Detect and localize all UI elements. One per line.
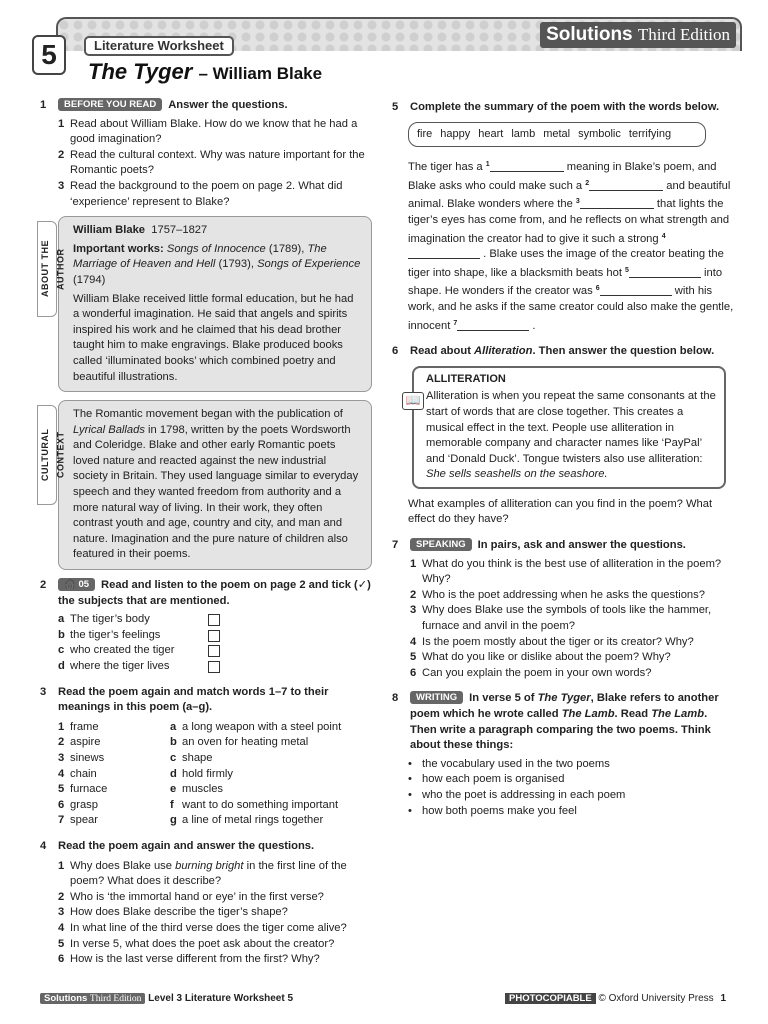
bullet-item: • who the poet is addressing in each poem <box>408 788 626 801</box>
gap-blank[interactable] <box>629 267 701 278</box>
question-2: 2 🎧 05 Read and listen to the poem on page 2 and tick (✓) the subjects that are mentioned. a The tiger’s body b the tiger’s feelings c who created the tiger d where the tiger lives <box>40 578 372 675</box>
tick-checkbox[interactable] <box>208 630 220 642</box>
list-item: 5 In verse 5, what does the poet ask about the creator? <box>58 937 335 950</box>
before-you-read-tag: BEFORE YOU READ <box>58 98 162 111</box>
brand-edition: Third Edition <box>637 25 730 44</box>
author-bio: William Blake received little formal education, but he had a wonderful imagination. He said that angels and spirits inspired his work and he claimed that his dead brother taught him to make engravings. Blake produced books called ‘illuminated books’ which combined poetry and beautiful illustrations. <box>73 292 354 383</box>
word-bank-item: terrifying <box>628 127 672 140</box>
question-4: 4 Read the poem again and answer the questions. 1 Why does Blake use burning bright in the first line of the poem? What does it describe? 2 Who is ‘the immortal hand or eye’ in the first verse? 3 How does Blake describe the tiger’s shape? 4 In what line of the third verse does the tiger come alive? 5 In verse 5, what does the poet ask about the creator? 6 How is the last verse different from the first? Why? <box>40 839 372 968</box>
cultural-context-box <box>40 400 372 570</box>
gap-blank[interactable] <box>457 320 529 331</box>
page-header <box>32 17 742 91</box>
list-item: 4 In what line of the third verse does the tiger come alive? <box>58 921 347 934</box>
alliteration-box <box>405 366 726 489</box>
author-name: William Blake <box>73 224 146 237</box>
about-the-author-label: ABOUT THE AUTHOR <box>37 221 57 317</box>
gap-blank[interactable] <box>600 285 672 296</box>
author-years: 1757–1827 <box>151 224 208 237</box>
match-row: 6 grasp f want to do something important <box>58 798 339 811</box>
list-item: 4 Is the poem mostly about the tiger or its creator? Why? <box>410 635 694 648</box>
alliteration-heading: ALLITERATION <box>426 372 506 385</box>
list-item: 1 Read about William Blake. How do we know that he had a good imagination? <box>58 117 358 146</box>
page-title <box>88 59 322 85</box>
footer-brand: Solutions Third Edition <box>40 993 145 1004</box>
brand-name: Solutions <box>546 24 633 45</box>
word-bank-item: metal <box>543 127 571 140</box>
tick-item: c who created the tiger <box>58 643 372 659</box>
match-row: 2 aspire b an oven for heating metal <box>58 736 309 749</box>
question-instruction: WRITING In verse 5 of The Tyger, Blake refers to another poem which he wrote called The Lamb. Read The Lamb. Then write a paragraph comparing the two poems. Think about these things: <box>410 692 719 752</box>
question-8: 8 WRITING In verse 5 of The Tyger, Blake refers to another poem which he wrote called The Lamb. Read The Lamb. Then write a paragraph comparing the two poems. Think about these things: • the vocabulary used in the two poems • how each poem is organised • who the poet is addressing in each poem • how both poems make you feel <box>392 691 734 819</box>
list-item: 6 How is the last verse different from the first? Why? <box>58 953 320 966</box>
word-bank-item: happy <box>440 127 471 140</box>
tick-item: b the tiger’s feelings <box>58 628 372 644</box>
question-instruction: Answer the questions. <box>168 99 288 111</box>
gap-blank[interactable] <box>408 248 480 259</box>
gap-blank[interactable] <box>580 198 654 209</box>
footer-level: Level 3 Literature Worksheet 5 <box>148 993 294 1004</box>
tick-checkbox[interactable] <box>208 614 220 626</box>
list-item: 2 Who is ‘the immortal hand or eye’ in the first verse? <box>58 890 324 903</box>
right-column <box>392 100 734 825</box>
important-works: Important works: Songs of Innocence (1789), The Marriage of Heaven and Hell (1793), Songs of Experience (1794) <box>73 242 361 286</box>
summary-text: The tiger has a $^1$ meaning in Blake’s poem, and Blake asks who could make such a $^2$ and beautiful animal. Blake wonders where the $^3$ that lights the tiger’s eyes has come from, and he reflects on what strength and imagination the creator had to give it such a strong $^4$ . Blake uses the image of the creator beating the tiger into shape, like a blacksmith beats hot $^5$ into shape. He wonders if the creator was $^6$ with his work, and he asks if the same creator could also make the gentle, innocent $^7$ . <box>408 161 734 332</box>
bullet-item: • how both poems make you feel <box>408 804 577 817</box>
tick-item: a The tiger’s body <box>58 612 372 628</box>
word-bank-item: heart <box>478 127 504 140</box>
page-number: 1 <box>720 993 726 1004</box>
worksheet-label: Literature Worksheet <box>84 36 234 56</box>
match-row: 5 furnace e muscles <box>58 783 224 796</box>
tick-checkbox[interactable] <box>208 645 220 657</box>
poem-author: – William Blake <box>198 64 323 83</box>
word-bank <box>408 122 706 148</box>
match-row: 1 frame a a long weapon with a steel point <box>58 720 342 733</box>
tick-checkbox[interactable] <box>208 661 220 673</box>
list-item: 1 Why does Blake use burning bright in the first line of the poem? What does it describe? <box>58 859 347 888</box>
question-3: 3 Read the poem again and match words 1–7 to their meanings in this poem (a–g). 1 frame a a long weapon with a steel point 2 aspire b an oven for heating metal 3 sinews c shape 4 chain d hold firmly 5 furnace e muscles 6 grasp f want to do something important 7 spear g a line of metal rings together <box>40 685 372 829</box>
question-6: 6 Read about Alliteration. Then answer the question below. 📖 ALLITERATION Alliteration is when you repeat the same consonants at the start of words that are close together. This creates a musical effect in the text. People use alliteration in memorable company and character names like ‘PayPal’ and ‘Donald Duck’. Tongue twisters also use alliteration: She sells seashells on the seashore. What examples of alliteration can you find in the poem? What effect do they have? <box>392 344 734 528</box>
list-item: 1 What do you think is the best use of alliteration in the poem? Why? <box>410 557 722 586</box>
alliteration-question: What examples of alliteration can you find in the poem? What effect do they have? <box>408 497 713 526</box>
question-number: 1 <box>40 99 47 111</box>
match-row: 3 sinews c shape <box>58 751 213 764</box>
question-instruction: In pairs, ask and answer the questions. <box>477 539 686 552</box>
speaking-tag: SPEAKING <box>410 538 472 551</box>
list-item: 2 Read the cultural context. Why was nature important for the Romantic poets? <box>58 148 365 177</box>
poem-title: The Tyger <box>88 59 193 84</box>
alliteration-example: She sells seashells on the seashore. <box>426 468 608 481</box>
bullet-item: • how each poem is organised <box>408 773 565 786</box>
cultural-context-text: The Romantic movement began with the publication of Lyrical Ballads in 1798, written by the poets Wordsworth and Coleridge. Blake and other early Romantic poets loved nature and reacted against the new industrial society in Britain. They used language similar to everyday speech and they wanted freedom from authority and a more natural way of living. In their work, they often contrast youth and age, country and city, and man and nature. Imagination and the pure nature of children also featured in their poems. <box>73 408 359 561</box>
audio-track-badge: 🎧 05 <box>58 578 95 591</box>
copyright: © Oxford University Press <box>598 993 714 1004</box>
brand-logo <box>540 22 736 48</box>
list-item: 6 Can you explain the poem in your own words? <box>410 666 652 679</box>
question-instruction: Read and listen to the poem on page 2 and tick (✓) the subjects that are mentioned. <box>58 579 371 607</box>
question-instruction: Read the poem again and answer the questions. <box>58 839 315 852</box>
list-item: 5 What do you like or dislike about the poem? Why? <box>410 651 671 664</box>
question-7: 7 SPEAKING In pairs, ask and answer the questions. 1 What do you think is the best use of alliteration in the poem? Why? 2 Who is the poet addressing when he asks the questions? 3 Why does Blake use the symbols of tools like the hammer, furnace and anvil in the poem? 4 Is the poem mostly about the tiger or its creator? Why? 5 What do you like or dislike about the poem? Why? 6 Can you explain the poem in your own words? <box>392 538 734 681</box>
question-instruction: Complete the summary of the poem with the words below. <box>410 101 720 113</box>
match-row: 4 chain d hold firmly <box>58 767 233 780</box>
cultural-context-label: CULTURAL CONTEXT <box>37 405 57 505</box>
word-bank-item: fire <box>417 127 433 140</box>
question-1 <box>40 98 372 210</box>
about-the-author-box <box>40 216 372 392</box>
question-5: 5 Complete the summary of the poem with the words below. fire happy heart lamb metal symbolic terrifying The tiger has a $^1$ meaning in Blake’s poem, and Blake asks who could make such a $^2$ and beautiful animal. Blake wonders where the $^3$ that lights the tiger’s eyes has come from, and he reflects on what strength and imagination the creator had to give it such a strong $^4$ . Blake uses the image of the creator beating the tiger into shape, like a blacksmith beats hot $^5$ into shape. He wonders if the creator was $^6$ with his work, and he asks if the same creator could also make the gentle, innocent $^7$ . <box>392 100 734 334</box>
word-bank-item: symbolic <box>578 127 621 140</box>
list-item: 3 Read the background to the poem on page 2. What did ‘experience’ represent to Blake? <box>58 179 343 208</box>
bullet-item: • the vocabulary used in the two poems <box>408 757 610 770</box>
photocopiable-badge: PHOTOCOPIABLE <box>505 993 596 1004</box>
list-item: 2 Who is the poet addressing when he asks the questions? <box>410 588 705 601</box>
word-bank-item: lamb <box>511 127 536 140</box>
list-item: 3 How does Blake describe the tiger’s shape? <box>58 906 288 919</box>
alliteration-text: Alliteration is when you repeat the same consonants at the start of words that are close together. This creates a musical effect in the text. People use alliteration in memorable company and character names like ‘PayPal’ and ‘Donald Duck’. Tongue twisters also use alliteration: <box>426 390 716 465</box>
question-instruction: Read about Alliteration. Then answer the question below. <box>410 345 715 358</box>
list-item: 3 Why does Blake use the symbols of tools like the hammer, furnace and anvil in the poem? <box>410 604 712 633</box>
writing-tag: WRITING <box>410 691 463 704</box>
gap-blank[interactable] <box>589 180 663 191</box>
page-footer <box>40 993 726 1004</box>
question-instruction: Read the poem again and match words 1–7 to their meanings in this poem (a–g). <box>58 685 329 714</box>
left-column <box>40 98 372 974</box>
unit-number: 5 <box>32 35 66 75</box>
match-row: 7 spear g a line of metal rings together <box>58 814 324 827</box>
tick-item: d where the tiger lives <box>58 659 372 675</box>
gap-blank[interactable] <box>490 161 564 172</box>
book-icon: 📖 <box>402 392 424 410</box>
